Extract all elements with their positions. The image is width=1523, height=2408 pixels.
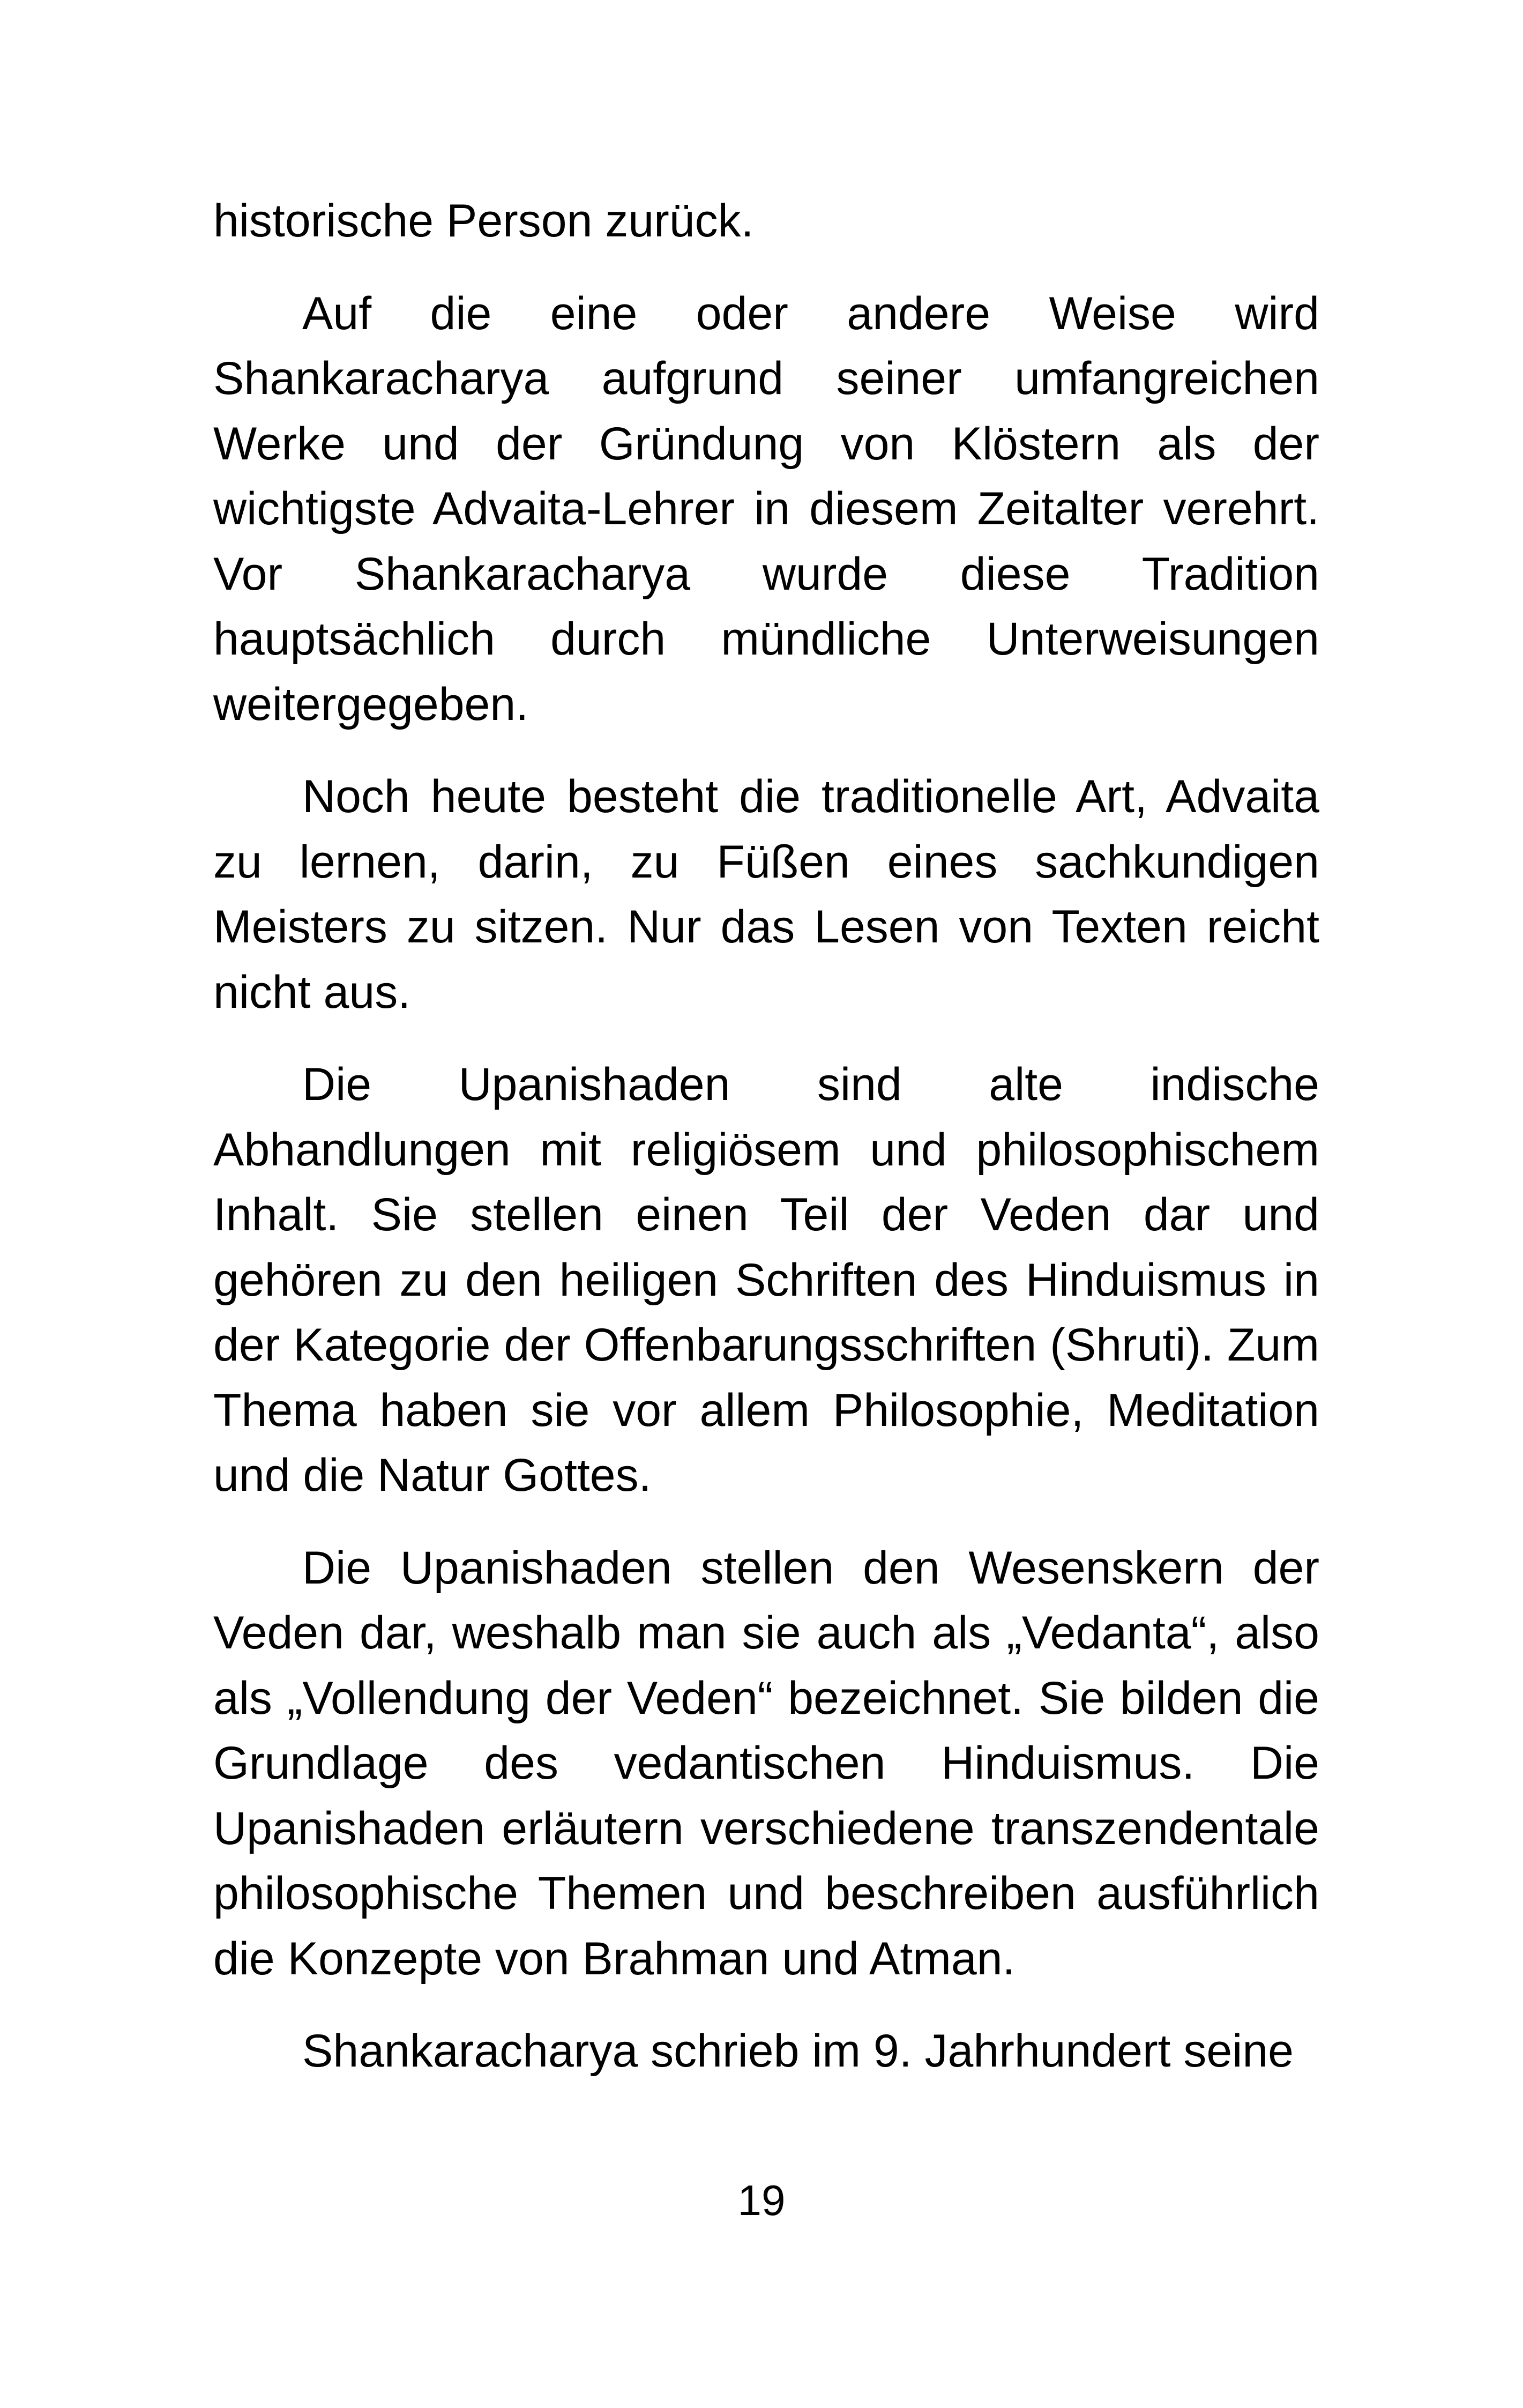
paragraph-traditional-learning: Noch heute besteht die traditionelle Art, Advaita zu lernen, darin, zu Füßen eines sachkundigen Meisters zu sitzen. Nur das Lesen von Texten reicht nicht aus.	[213, 771, 1319, 1018]
paragraph-upanishads-definition: Die Upanishaden sind alte indische Abhandlungen mit religiösem und philosophischem Inhalt. Sie stellen einen Teil der Veden dar und gehören zu den heiligen Schriften des Hinduismus in der Kategorie der Offenbarungsschriften (Shruti). Zum Thema haben sie vor allem Philosophie, Meditation und die Natur Gottes.	[213, 1059, 1319, 1501]
body-text	[213, 189, 1319, 2084]
paragraph-shankaracharya-teacher: Auf die eine oder andere Weise wird Shankaracharya aufgrund seiner umfangreichen Werke und der Gründung von Klöstern als der wichtigste Advaita-Lehrer in diesem Zeitalter verehrt. Vor Shankaracharya wurde diese Tradition hauptsächlich durch mündliche Unterweisungen weitergegeben.	[213, 287, 1319, 730]
page-number: 19	[737, 2176, 786, 2224]
paragraph-continuation: historische Person zurück.	[213, 195, 754, 247]
paragraph-shankaracharya-wrote: Shankaracharya schrieb im 9. Jahrhundert seine	[302, 2025, 1294, 2077]
paragraph-upanishads-vedanta: Die Upanishaden stellen den Wesenskern der Veden dar, weshalb man sie auch als „Vedanta“, also als „Vollendung der Veden“ bezeichnet. Sie bilden die Grundlage des vedantischen Hinduismus. Die Upanishaden erläutern verschiedene transzendentale philosophische Themen und beschreiben ausführlich die Konzepte von Brahman und Atman.	[213, 1542, 1319, 1985]
